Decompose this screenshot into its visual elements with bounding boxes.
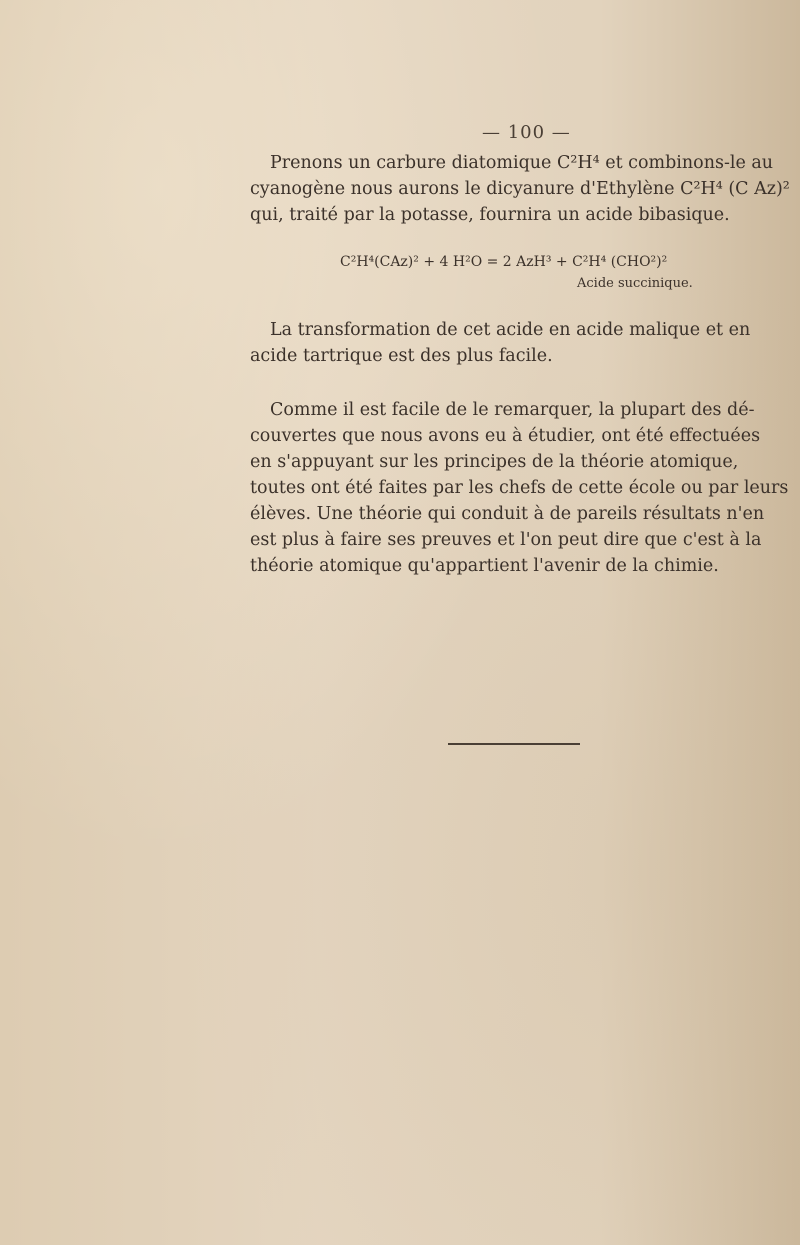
paragraph-line: élèves. Une théorie qui conduit à de pareils résultats n'en bbox=[250, 504, 765, 524]
paragraph-conclusion bbox=[250, 397, 789, 579]
paragraph-carbure bbox=[250, 150, 790, 228]
section-divider bbox=[448, 743, 580, 745]
equation-label: Acide succinique. bbox=[577, 276, 693, 291]
paragraph-line: qui, traité par la potasse, fournira un acide bibasique. bbox=[250, 205, 730, 225]
paragraph-line: couvertes que nous avons eu à étudier, ont été effectuées bbox=[250, 426, 761, 446]
paragraph-transformation bbox=[250, 317, 750, 369]
paragraph-line: toutes ont été faites par les chefs de cette école ou par leurs bbox=[250, 478, 789, 498]
paragraph-line: acide tartrique est des plus facile. bbox=[250, 346, 553, 366]
paragraph-line: théorie atomique qu'appartient l'avenir de la chimie. bbox=[250, 556, 719, 576]
paragraph-line: est plus à faire ses preuves et l'on peut dire que c'est à la bbox=[250, 530, 762, 550]
paragraph-line: La transformation de cet acide en acide malique et en bbox=[270, 320, 751, 340]
paragraph-line: en s'appuyant sur les principes de la théorie atomique, bbox=[250, 452, 739, 472]
paragraph-line: Comme il est facile de le remarquer, la plupart des dé- bbox=[270, 400, 755, 420]
chemical-equation: C²H⁴(CAz)² + 4 H²O = 2 AzH³ + C²H⁴ (CHO²)² bbox=[340, 254, 668, 270]
paragraph-line: Prenons un carbure diatomique C²H⁴ et combinons-le au bbox=[270, 153, 774, 173]
paragraph-line: cyanogène nous aurons le dicyanure d'Ethylène C²H⁴ (C Az)² bbox=[250, 179, 790, 199]
page-number: — 100 — bbox=[482, 122, 571, 143]
